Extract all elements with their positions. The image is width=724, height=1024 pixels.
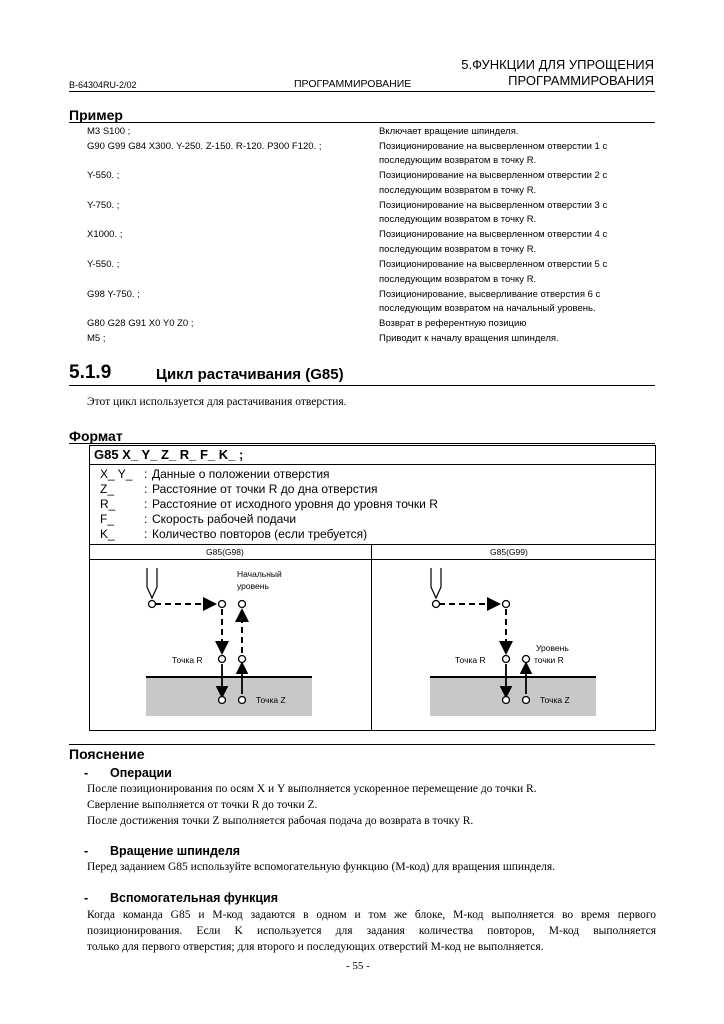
param-address: X_ Y_ xyxy=(100,467,133,481)
param-colon: : xyxy=(144,512,148,526)
param-description: Скорость рабочей подачи xyxy=(152,512,297,526)
aux-line: только для первого отверстия; для второго и последующих отверстий M-код не выполняется. xyxy=(87,941,544,953)
operations-heading: Операции xyxy=(110,766,172,780)
param-address: K_ xyxy=(100,527,115,541)
example-code-line: Y-550. ; xyxy=(87,259,120,270)
workpiece xyxy=(146,677,312,716)
label-r-level-line1: Уровень xyxy=(536,643,569,653)
bullet-dash: - xyxy=(84,891,89,905)
operations-line: После позиционирования по осям X и Y выполняется ускоренное перемещение до точки R. xyxy=(87,783,537,795)
point-start xyxy=(433,601,440,608)
g85-diagrams xyxy=(89,560,656,730)
section-rule xyxy=(69,385,655,386)
diagram-header-top-rule xyxy=(89,544,656,545)
diagram-g99 xyxy=(430,568,596,716)
document-id: B-64304RU-2/02 xyxy=(69,80,137,90)
workpiece xyxy=(430,677,596,716)
spindle-line: Перед заданием G85 используйте вспомогательную функцию (M-код) для вращения шпинделя. xyxy=(87,861,556,873)
example-code-line: Y-750. ; xyxy=(87,199,120,211)
page-number: - 55 - xyxy=(346,960,370,972)
example-heading: Пример xyxy=(69,107,123,123)
param-description: Расстояние от исходного уровня до уровня точки R xyxy=(152,497,438,511)
param-address: F_ xyxy=(100,512,115,526)
section-intro: Этот цикл используется для растачивания отверстия. xyxy=(87,396,347,408)
example-code-line: G98 Y-750. ; xyxy=(87,288,140,300)
section-number: 5.1.9 xyxy=(69,362,112,383)
point-r xyxy=(503,656,510,663)
example-rule xyxy=(69,122,655,123)
param-colon: : xyxy=(144,527,148,541)
tool-icon xyxy=(431,568,441,598)
tool-icon xyxy=(147,568,157,598)
format-code: G85 X_ Y_ Z_ R_ F_ K_ ; xyxy=(94,447,244,462)
aux-line: Когда команда G85 и M-код задаются в одном и том же блоке, M-код выполняется во время первого xyxy=(87,909,656,921)
explanation-heading: Пояснение xyxy=(69,746,145,762)
example-comment-line: Позиционирование на высверленном отверстии 4 с xyxy=(379,229,608,241)
point-r-return xyxy=(239,656,246,663)
example-comment-line: последующим возвратом на начальный уровень. xyxy=(379,303,596,315)
param-colon: : xyxy=(144,482,148,496)
example-comment-line: Позиционирование на высверленном отверстии 3 с xyxy=(379,199,608,211)
example-comment-line: Возврат в референтную позицию xyxy=(379,318,527,330)
example-code-line: G80 G28 G91 X0 Y0 Z0 ; xyxy=(87,318,194,330)
param-address: Z_ xyxy=(100,482,115,496)
example-comment-line: последующим возвратом в точку R. xyxy=(379,214,537,226)
point-initial xyxy=(219,601,226,608)
operations-line: Сверление выполняется от точки R до точки Z. xyxy=(87,799,318,811)
point-r xyxy=(219,656,226,663)
point-r-return xyxy=(523,656,530,663)
point-initial xyxy=(503,601,510,608)
param-description: Расстояние от точки R до дна отверстия xyxy=(152,482,378,496)
bullet-dash: - xyxy=(84,766,89,780)
label-initial-level-line1: Начальный xyxy=(237,569,282,579)
example-comment-line: последующим возвратом в точку R. xyxy=(379,273,537,285)
label-point-r: Точка R xyxy=(172,655,203,665)
diagram-left-header: G85(G98) xyxy=(206,547,244,557)
section-title: Цикл растачивания (G85) xyxy=(156,366,344,383)
example-comment-line: Приводит к началу вращения шпинделя. xyxy=(379,332,559,344)
example-comment-line: Позиционирование на высверленном отверстии 1 с xyxy=(379,140,608,152)
point-initial-return xyxy=(239,601,246,608)
point-z-return xyxy=(239,697,246,704)
format-heading: Формат xyxy=(69,428,123,444)
example-comment-line: Позиционирование на высверленном отверстии 5 с xyxy=(379,259,608,270)
point-z xyxy=(219,697,226,704)
spindle-heading: Вращение шпинделя xyxy=(110,844,241,858)
aux-heading: Вспомогательная функция xyxy=(110,891,279,905)
example-code-line: Y-550. ; xyxy=(87,170,120,182)
format-rule xyxy=(69,443,655,444)
param-colon: : xyxy=(144,467,148,481)
label-initial-level-line2: уровень xyxy=(237,581,269,591)
example-code-line: M5 ; xyxy=(87,332,106,344)
format-code-separator xyxy=(89,464,656,465)
example-comment-line: Позиционирование на высверленном отверстии 2 с xyxy=(379,170,608,182)
param-address: R_ xyxy=(100,497,116,511)
header-section-label: ПРОГРАММИРОВАНИЕ xyxy=(294,78,412,90)
header-rule xyxy=(69,91,655,92)
diagram-g98 xyxy=(146,568,312,716)
example-comment-line: последующим возвратом в точку R. xyxy=(379,184,537,196)
point-z-return xyxy=(523,697,530,704)
label-point-z: Точка Z xyxy=(540,695,570,705)
example-comment-line: последующим возвратом в точку R. xyxy=(379,155,537,167)
explanation-rule xyxy=(69,744,655,745)
point-start xyxy=(149,601,156,608)
example-code-line: M3 S100 ; xyxy=(87,126,131,137)
operations-line: После достижения точки Z выполняется рабочая подача до возврата в точку R. xyxy=(87,815,474,827)
diagram-right-header: G85(G99) xyxy=(490,547,528,557)
param-description: Данные о положении отверстия xyxy=(152,467,330,481)
example-comment-line: Позиционирование, высверливание отверстия 6 с xyxy=(379,288,601,300)
label-point-z: Точка Z xyxy=(256,695,286,705)
param-description: Количество повторов (если требуется) xyxy=(152,527,368,541)
example-code-line: X1000. ; xyxy=(87,229,123,241)
bullet-dash: - xyxy=(84,844,89,858)
label-point-r: Точка R xyxy=(455,655,486,665)
aux-line: позиционирования. Если K используется для задания количества повторов, M-код выполняется xyxy=(87,925,656,937)
param-colon: : xyxy=(144,497,148,511)
chapter-title-line2: ПРОГРАММИРОВАНИЯ xyxy=(508,73,654,88)
chapter-title-line1: 5.ФУНКЦИИ ДЛЯ УПРОЩЕНИЯ xyxy=(461,57,654,72)
example-comment-line: Включает вращение шпинделя. xyxy=(379,126,519,137)
point-z xyxy=(503,697,510,704)
label-r-level-line2: точки R xyxy=(534,655,564,665)
example-code-line: G90 G99 G84 X300. Y-250. Z-150. R-120. P300 F120. ; xyxy=(87,140,322,152)
example-comment-line: последующим возвратом в точку R. xyxy=(379,244,537,255)
